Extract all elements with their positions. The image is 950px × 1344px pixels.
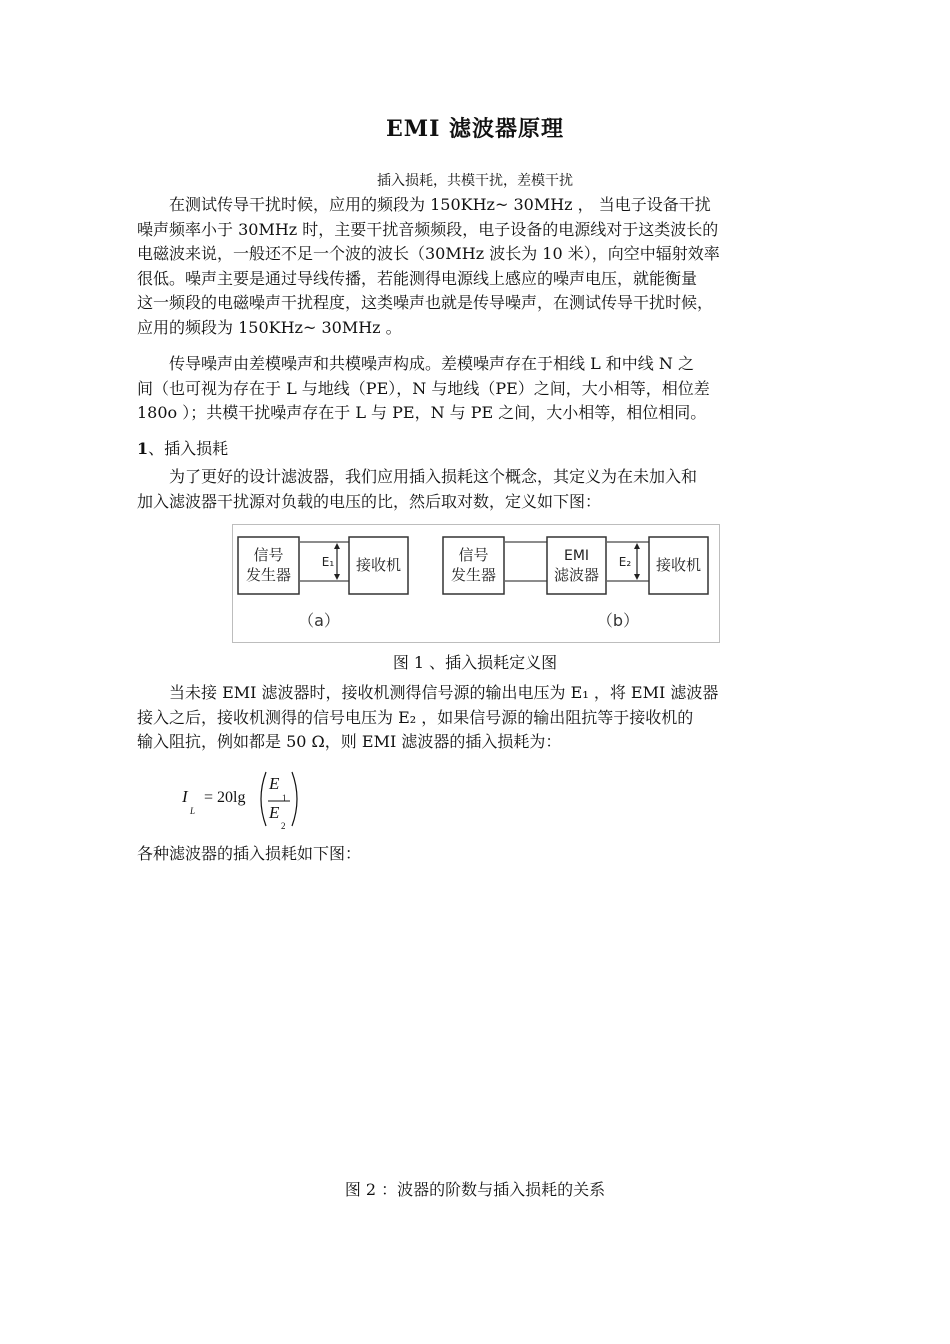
formula-equals: = 20lg	[204, 789, 246, 806]
text-line: 传导噪声由差模噪声和共模噪声构成。差模噪声存在于相线 L 和中线 N 之	[169, 354, 694, 373]
text-line: 噪声频率小于 30MHz 时，主要干扰音频频段，电子设备的电源线对于这类波长的	[137, 219, 719, 239]
insertion-loss-formula	[180, 768, 320, 830]
voltage-label-e1: E₁	[321, 555, 335, 569]
text-line: 应用的频段为 150KHz~ 30MHz 。	[137, 317, 402, 337]
emi-filter-label: 滤波器	[553, 566, 600, 584]
receiver-label-a: 接收机	[355, 556, 402, 574]
arrow-up-icon	[634, 543, 640, 549]
formula-lhs: I	[182, 787, 188, 806]
figure2-caption: 图 2 ：波器的阶数与插入损耗的关系	[344, 1180, 606, 1199]
left-paren-icon	[261, 772, 266, 826]
page-title: EMI 滤波器原理	[385, 116, 565, 142]
paragraph-insertion-loss-definition	[137, 465, 815, 514]
paragraph-conducted-interference	[137, 193, 815, 340]
receiver-label-b: 接收机	[655, 556, 702, 574]
text-line: 很低。噪声主要是通过导线传播，若能测得电源线上感应的噪声电压，就能衡量	[137, 268, 698, 288]
signal-source-label-a: 发生器	[245, 566, 292, 584]
text-line: 加入滤波器干扰源对负载的电压的比，然后取对数，定义如下图：	[137, 491, 602, 511]
right-paren-icon	[292, 772, 297, 826]
signal-source-label-b: 发生器	[450, 566, 497, 584]
voltage-label-e2: E₂	[618, 555, 632, 569]
emi-filter-label: EMI	[563, 548, 590, 564]
arrow-down-icon	[334, 574, 340, 580]
paragraph-insertion-loss-measurement	[137, 681, 815, 755]
figure-label-b: （b）	[596, 611, 640, 630]
text-line: 180o ）；共模干扰噪声存在于 L 与 PE，N 与 PE 之间，大小相等，相位相同。	[137, 403, 707, 422]
formula-numerator-subscript: 1	[282, 793, 287, 803]
section-title: 、插入损耗	[148, 439, 229, 458]
text-line: 当未接 EMI 滤波器时，接收机测得信号源的输出电压为 E₁ ，将 EMI 滤波器	[169, 683, 719, 702]
text-line: 接入之后，接收机测得的信号电压为 E₂ ，如果信号源的输出阻抗等于接收机的	[137, 707, 694, 727]
text-line: 间（也可视为存在于 L 与地线（PE），N 与地线（PE）之间，大小相等，相位差	[137, 378, 710, 398]
arrow-down-icon	[634, 574, 640, 580]
text-line: 在测试传导干扰时候，应用的频段为 150KHz~ 30MHz ， 当电子设备干扰	[169, 195, 711, 214]
page-subtitle: 插入损耗，共模干扰，差模干扰	[377, 173, 573, 189]
section-heading-insertion-loss	[137, 436, 228, 459]
text-line: 为了更好的设计滤波器，我们应用插入损耗这个概念，其定义为在未加入和	[169, 467, 698, 486]
signal-source-label-b: 信号	[458, 546, 489, 564]
signal-source-label-a: 信号	[253, 546, 284, 564]
text-line: 这一频段的电磁噪声干扰程度，这类噪声也就是传导噪声，在测试传导干扰时候，	[137, 293, 714, 312]
text-line: 输入阻抗，例如都是 50 Ω，则 EMI 滤波器的插入损耗为：	[137, 732, 562, 751]
formula-lhs-subscript: L	[190, 806, 196, 816]
figure-label-a: （a）	[298, 611, 340, 630]
text-line: 电磁波来说，一般还不足一个波的波长（30MHz 波长为 10 米），向空中辐射效率	[137, 244, 720, 263]
paragraph-noise-composition	[137, 352, 815, 426]
figure-insertion-loss-definition	[232, 524, 720, 643]
formula-denominator-subscript: 2	[281, 821, 286, 830]
text-line: 各种滤波器的插入损耗如下图：	[137, 844, 362, 863]
paragraph-filter-insertion-loss	[137, 842, 815, 867]
formula-denominator: E	[269, 803, 280, 822]
formula-numerator: E	[269, 774, 280, 793]
section-number: 1	[137, 439, 149, 458]
figure2-placeholder	[137, 880, 815, 1160]
arrow-up-icon	[334, 543, 340, 549]
figure1-caption: 图 1 、插入损耗定义图	[392, 653, 558, 672]
